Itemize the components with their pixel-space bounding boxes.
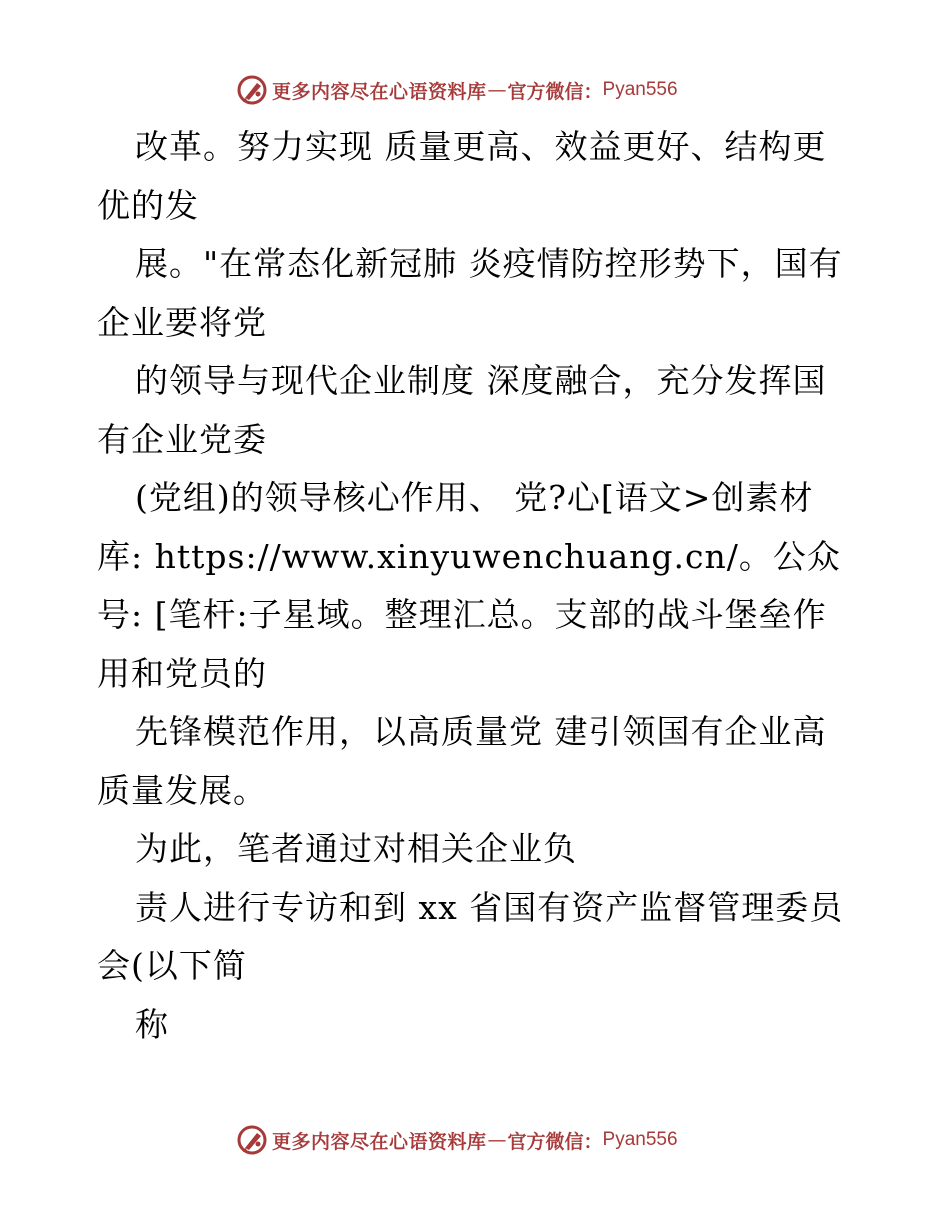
footer-banner (236, 1123, 756, 1157)
banner-separator: — (487, 79, 507, 101)
banner-wechat-id: Pyan556 (602, 79, 678, 100)
quill-logo-icon (236, 74, 268, 106)
document-body (97, 118, 857, 1054)
paragraph: 的领导与现代企业制度 深度融合，充分发挥国有企业党委 (97, 361, 827, 459)
paragraph: 改革。努力实现 质量更高、效益更好、结构更优的发 (97, 127, 827, 225)
banner-text: 更多内容尽在心语资料库 (272, 1130, 487, 1153)
banner-wechat-label: 官方微信： (507, 80, 603, 103)
banner-wechat-id: Pyan556 (602, 1129, 678, 1150)
paragraph: 责人进行专访和到 xx 省国有资产监督管理委员会(以下简 (97, 887, 844, 985)
paragraph: 展。"在常态化新冠肺 炎疫情防控形势下，国有企业要将党 (97, 244, 843, 342)
banner-separator: — (487, 1129, 507, 1151)
paragraph: 为此，笔者通过对相关企业负 (135, 829, 577, 868)
banner-wechat-label: 官方微信： (507, 1130, 603, 1153)
banner-text: 更多内容尽在心语资料库 (272, 80, 487, 103)
quill-logo-icon (236, 1124, 268, 1156)
paragraph: 先锋模范作用，以高质量党 建引领国有企业高质量发展。 (97, 712, 827, 810)
paragraph: (党组)的领导核心作用、 党?心[语文>创素材库: https://www.xinyuwenchuang.cn/。公众号: [笔杆:子星域。整理汇总。支部的战斗堡垒作用和党员的 (97, 478, 841, 693)
header-banner (236, 73, 756, 107)
paragraph: 称 (135, 1004, 169, 1044)
